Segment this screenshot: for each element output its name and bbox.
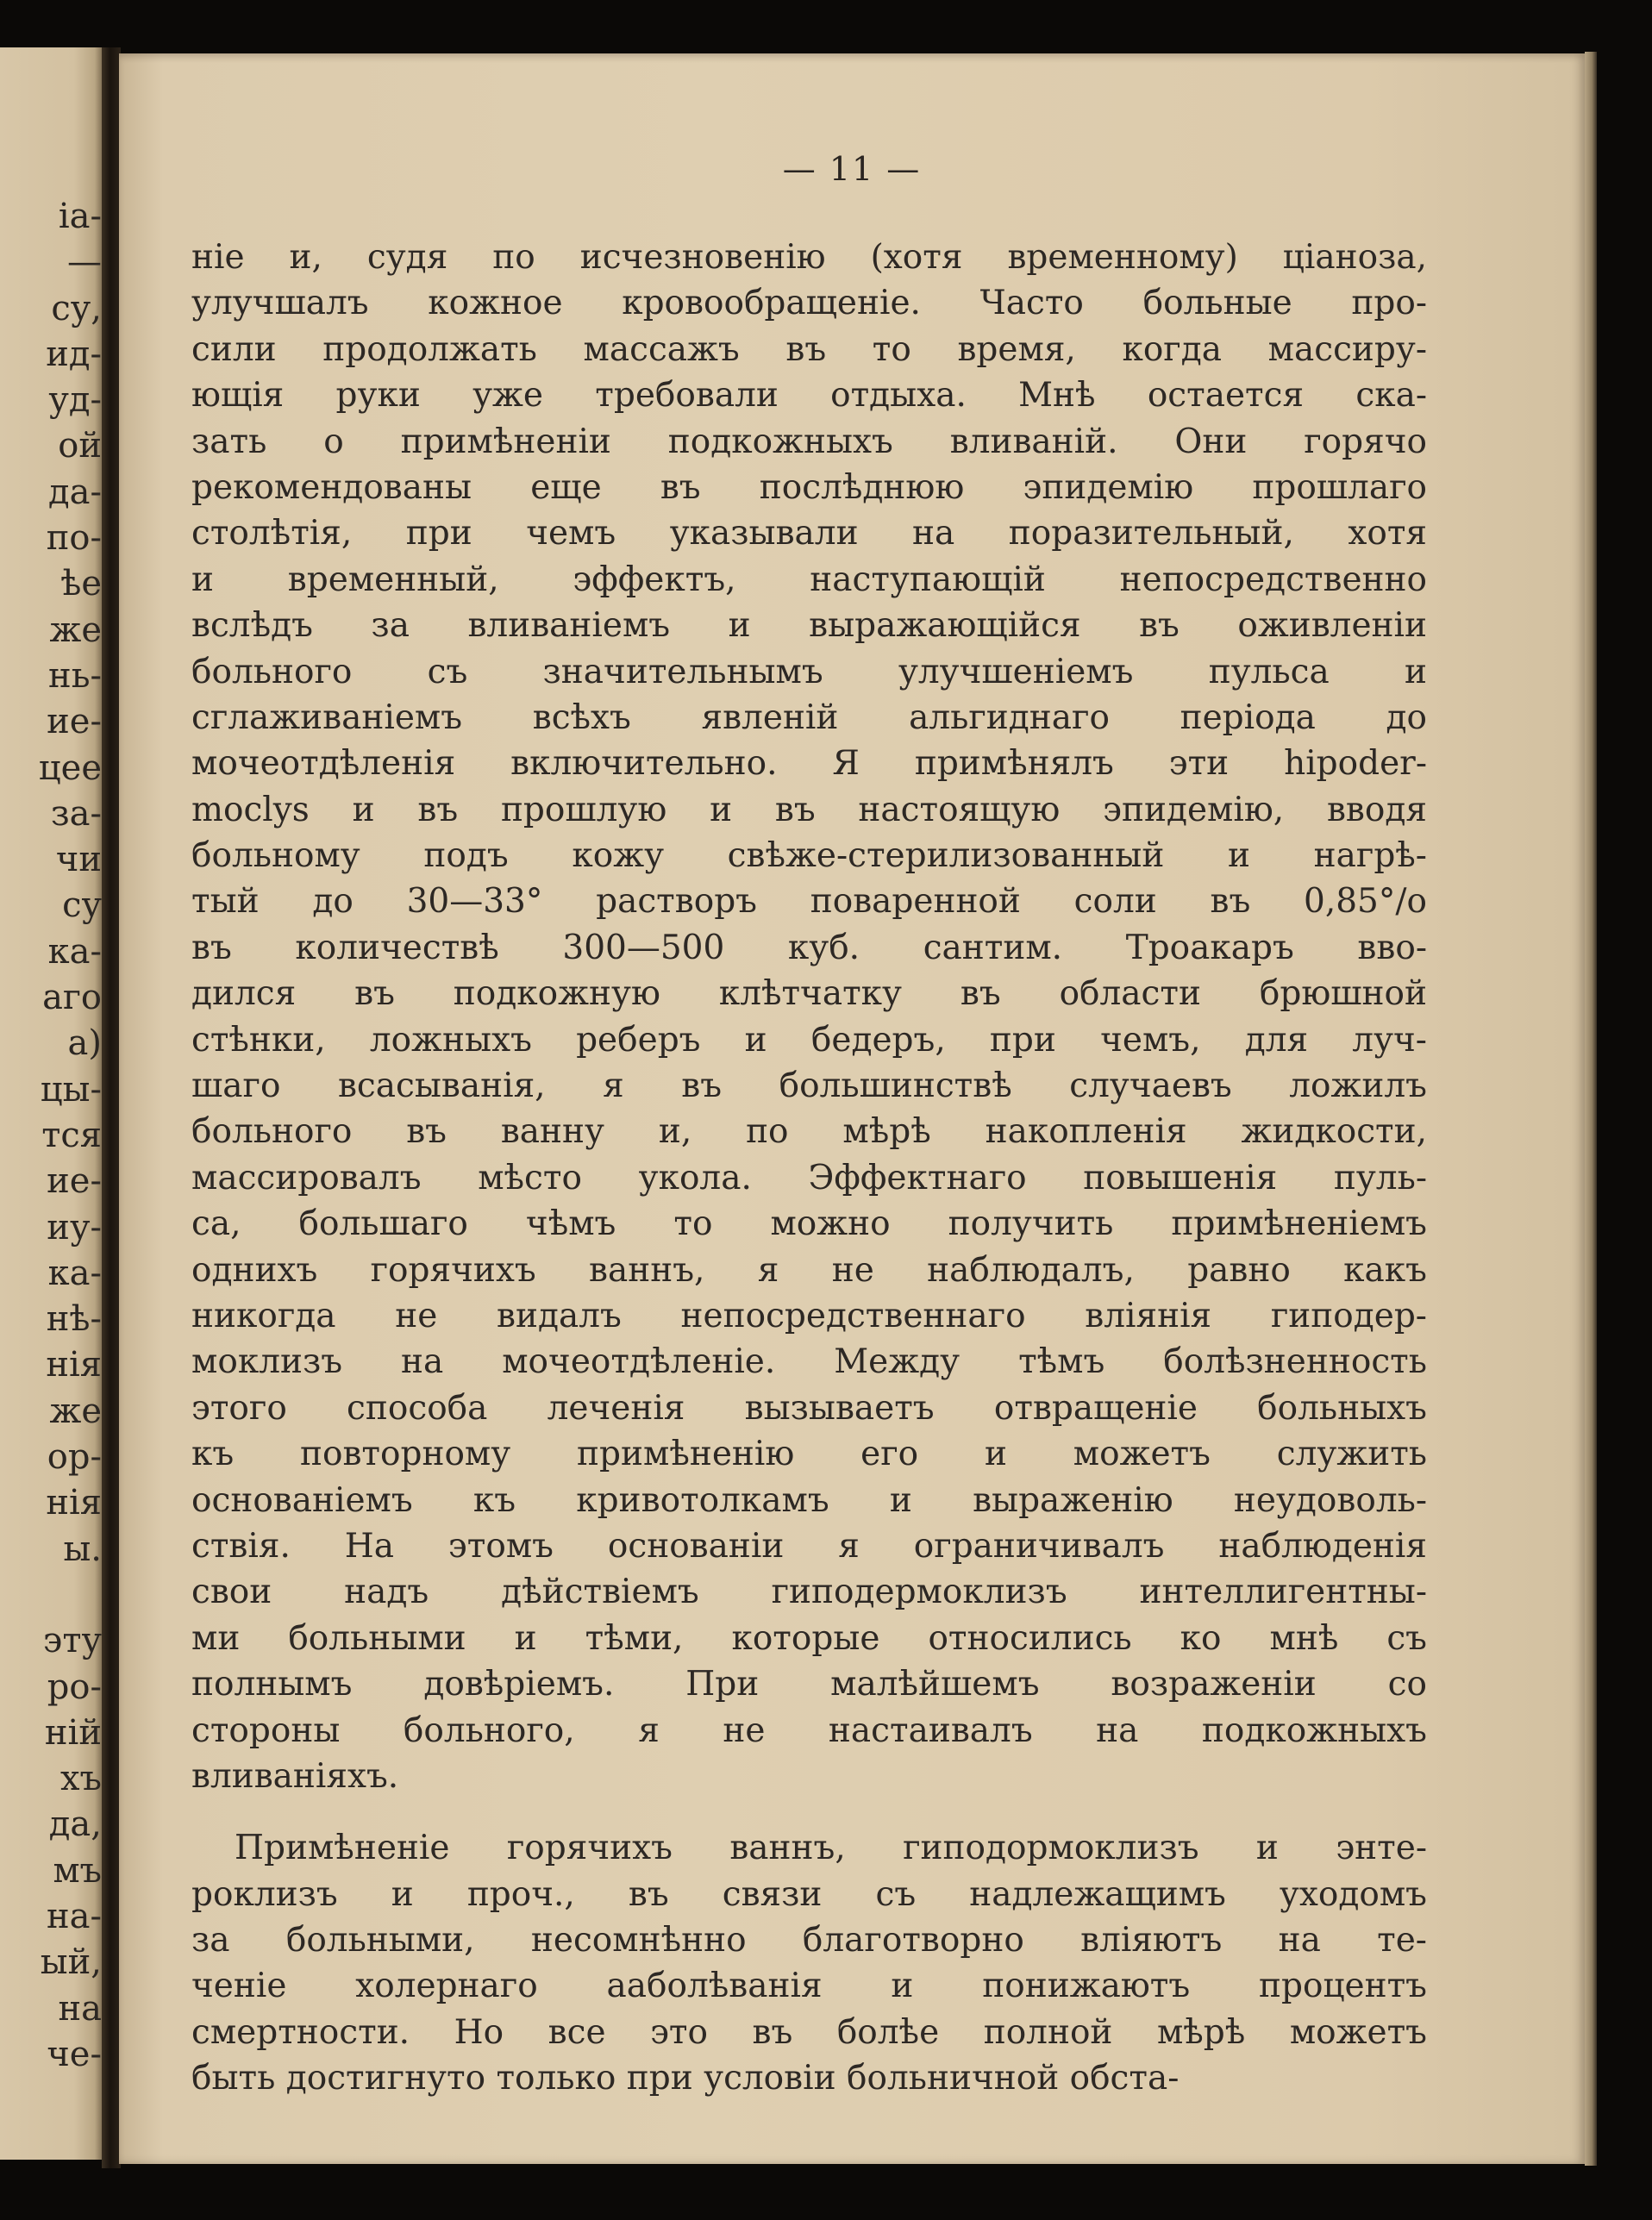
text-line: больного съ значительнымъ улучшеніемъ пульса и — [191, 652, 1427, 691]
facing-page-line: — — [67, 242, 102, 283]
text-line: ніе и, судя по исчезновенію (хотя временному) ціаноза, — [191, 238, 1427, 277]
text-line: вслѣдъ за вливаніемъ и выражающійся въ оживленіи — [191, 606, 1427, 646]
facing-page-line: нія — [46, 1345, 102, 1385]
text-line: шаго всасыванія, я въ большинствѣ случаевъ ложилъ — [191, 1066, 1427, 1106]
facing-page-line: тся — [41, 1115, 102, 1155]
facing-page-line: на- — [46, 1896, 102, 1936]
text-line: вливаніяхъ. — [191, 1756, 399, 1796]
facing-page-line: чи — [55, 840, 102, 880]
text-line: однихъ горячихъ ваннъ, я не наблюдалъ, равно какъ — [191, 1250, 1427, 1290]
text-line: стороны больного, я не настаивалъ на подкожныхъ — [191, 1710, 1427, 1750]
facing-page-line: цее — [38, 747, 102, 788]
facing-page-fragment — [0, 47, 105, 2160]
facing-page-line: ие- — [47, 1161, 102, 1202]
text-line: мочеотдѣленія включительно. Я примѣнялъ эти hipoder- — [191, 744, 1427, 784]
text-line: тый до 30—33° растворъ поваренной соли въ 0,85°/o — [191, 882, 1427, 922]
paragraph-1 — [191, 235, 1427, 1799]
text-line: массировалъ мѣсто укола. Эффектнаго повышенія пуль- — [191, 1158, 1427, 1198]
facing-page-line: ы. — [63, 1529, 102, 1569]
text-line: ствія. На этомъ основаніи я ограничивалъ наблюденія — [191, 1526, 1427, 1566]
facing-page-line: да, — [48, 1804, 102, 1845]
body-text — [191, 235, 1427, 2102]
facing-page-line: су, — [51, 288, 102, 328]
facing-page-line: эту — [42, 1621, 102, 1661]
text-line: полнымъ довѣріемъ. При малѣйшемъ возраженіи со — [191, 1665, 1427, 1704]
facing-page-line: су — [62, 885, 102, 926]
facing-page-line: да- — [48, 472, 102, 512]
text-line: Примѣненіе горячихъ ваннъ, гиподормоклизъ и энте- — [235, 1829, 1427, 1868]
paragraph-2 — [191, 1825, 1427, 2101]
facing-page-line: ка- — [47, 931, 102, 972]
text-line: зать о примѣненіи подкожныхъ вливаній. Они горячо — [191, 422, 1427, 461]
facing-page-line: ка- — [47, 1253, 102, 1293]
facing-page-line: мъ — [53, 1850, 102, 1891]
facing-page-line: же — [49, 1391, 102, 1431]
text-line: быть достигнуто только при условіи больничной обста- — [191, 2059, 1180, 2098]
text-line: за больными, несомнѣнно благотворно вліяютъ на те- — [191, 1921, 1427, 1960]
text-line: сглаживаніемъ всѣхъ явленій альгиднаго періода до — [191, 697, 1427, 737]
facing-page-line: ia- — [58, 197, 102, 236]
text-line: са, большаго чѣмъ то можно получить примѣненіемъ — [191, 1204, 1427, 1244]
text-line: и временный, эффектъ, наступающій непосредственно — [191, 560, 1427, 599]
facing-page-line — [0, 1573, 102, 1618]
facing-page-line: нь- — [48, 655, 102, 696]
text-line: ми больными и тѣми, которые относились ко мнѣ съ — [191, 1618, 1427, 1658]
facing-page-line: цы- — [40, 1069, 102, 1110]
text-line: основаніемъ къ кривотолкамъ и выраженію неудоволь- — [191, 1480, 1427, 1520]
book-gutter — [102, 47, 121, 2168]
text-line: улучшалъ кожное кровообращеніе. Часто больные про- — [191, 284, 1427, 323]
page-number: — 11 — — [782, 150, 922, 188]
facing-page-line: на — [58, 1988, 102, 2029]
text-line: смертности. Но все это въ болѣе полной мѣрѣ можетъ — [191, 2012, 1427, 2052]
text-line: дился въ подкожную клѣтчатку въ области брюшной — [191, 974, 1427, 1014]
facing-page-line: че- — [47, 2034, 102, 2074]
facing-page-line: уд- — [48, 380, 102, 421]
facing-page-line: ѣе — [60, 564, 102, 604]
facing-page-line: ор- — [47, 1437, 102, 1478]
text-line: моклизъ на мочеотдѣленіе. Между тѣмъ болѣзненность — [191, 1342, 1427, 1382]
text-line: ющія руки уже требовали отдыха. Мнѣ остается ска- — [191, 376, 1427, 416]
text-line: moclys и въ прошлую и въ настоящую эпидемію, вводя — [191, 790, 1427, 829]
facing-page-line: ид- — [46, 334, 102, 374]
facing-page-line: хъ — [59, 1759, 102, 1799]
facing-page-line: за- — [50, 793, 102, 834]
page — [119, 53, 1585, 2164]
facing-page-text — [0, 194, 102, 2078]
facing-page-line: иу- — [47, 1207, 102, 1248]
text-line: роклизъ и проч., въ связи съ надлежащимъ уходомъ — [191, 1874, 1427, 1914]
facing-page-line: ро- — [47, 1667, 102, 1707]
text-line: свои надъ дѣйствіемъ гиподермоклизъ интеллигентны- — [191, 1573, 1427, 1612]
page-edge — [1585, 52, 1597, 2166]
facing-page-line: нѣ- — [46, 1299, 102, 1340]
facing-page-line: ой — [58, 426, 102, 466]
text-line: ченіе холернаго ааболѣванія и понижаютъ процентъ — [191, 1967, 1427, 2006]
text-line: рекомендованы еще въ послѣднюю эпидемію прошлаго — [191, 467, 1427, 507]
text-line: сили продолжать массажъ въ то время, когда массиру- — [191, 329, 1427, 369]
facing-page-line: же — [49, 610, 102, 650]
text-line: больному подъ кожу свѣже-стерилизованный и нагрѣ- — [191, 836, 1427, 876]
facing-page-line: ие- — [47, 702, 102, 742]
text-line: къ повторному примѣненію его и можетъ служить — [191, 1435, 1427, 1474]
text-line: стѣнки, ложныхъ реберъ и бедеръ, при чемъ, для луч- — [191, 1020, 1427, 1060]
facing-page-line: по- — [46, 518, 102, 559]
facing-page-line: ый, — [40, 1942, 102, 1983]
facing-page-line: ній — [44, 1712, 102, 1753]
text-line: никогда не видалъ непосредственнаго вліянія гиподер- — [191, 1296, 1427, 1335]
text-line: этого способа леченія вызываетъ отвращеніе больныхъ — [191, 1388, 1427, 1428]
facing-page-line: аго — [42, 978, 102, 1018]
facing-page-line: нія — [46, 1483, 102, 1523]
text-line: столѣтія, при чемъ указывали на поразительный, хотя — [191, 514, 1427, 553]
facing-page-line: а) — [67, 1023, 102, 1064]
text-line: въ количествѣ 300—500 куб. сантим. Троакаръ вво- — [191, 928, 1427, 967]
text-line: больного въ ванну и, по мѣрѣ накопленія жидкости, — [191, 1112, 1427, 1152]
